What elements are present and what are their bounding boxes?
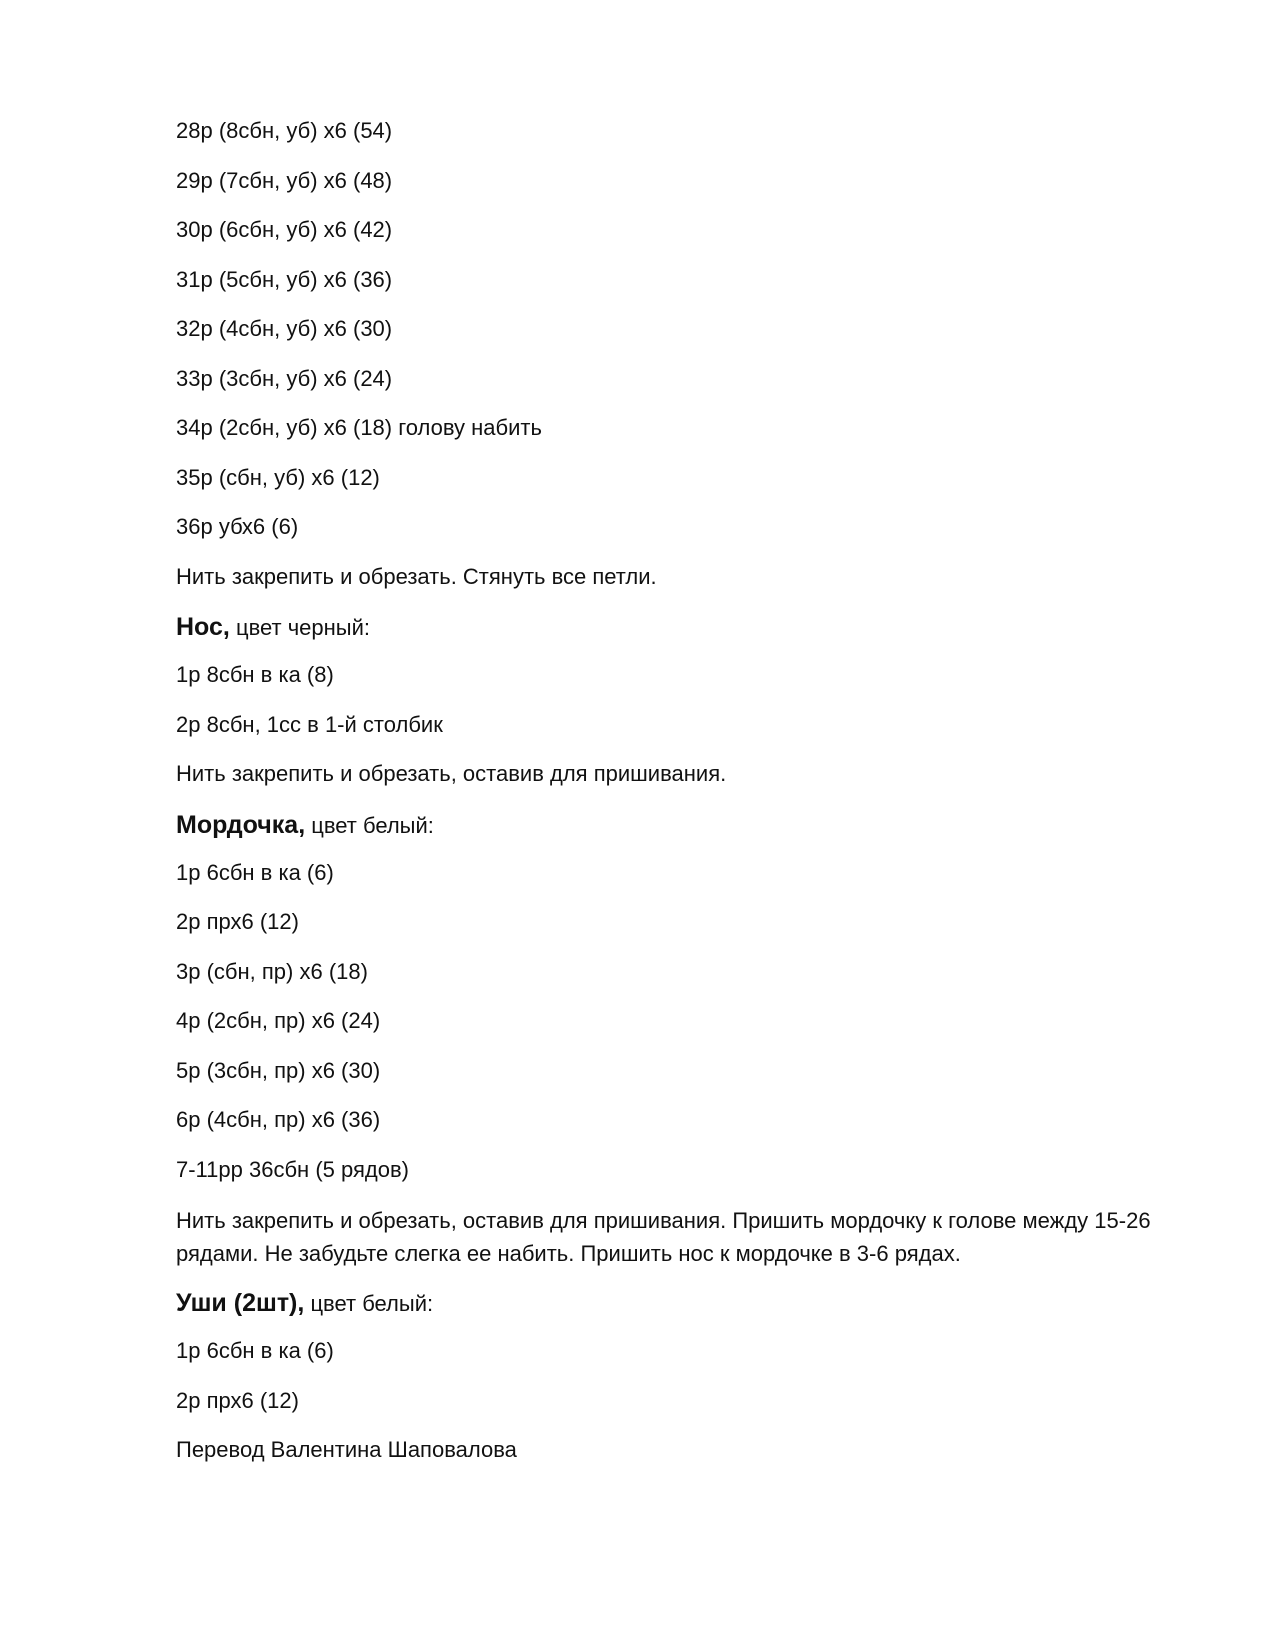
ears-heading [176, 1287, 1176, 1319]
head-row-32: 32р (4сбн, уб) х6 (30) [176, 316, 393, 341]
muzzle-row-4: 4р (2сбн, пр) х6 (24) [176, 1008, 381, 1033]
muzzle-row-6: 6р (4сбн, пр) х6 (36) [176, 1107, 381, 1132]
muzzle-row-1: 1р 6сбн в ка (6) [176, 859, 334, 885]
head-row-30: 30р (6сбн, уб) х6 (42) [176, 217, 393, 242]
head-row-29: 29р (7сбн, уб) х6 (48) [176, 167, 393, 193]
muzzle-row-7-11: 7-11рр 36сбн (5 рядов) [176, 1156, 409, 1182]
muzzle-row-2: 2р прх6 (12) [176, 909, 299, 934]
nose-color: цвет черный: [229, 615, 371, 640]
muzzle-heading [176, 809, 1176, 841]
ears-color: цвет белый: [304, 1291, 434, 1316]
ears-title: Уши (2шт), [176, 1289, 305, 1317]
nose-heading [176, 611, 1176, 643]
nose-title: Нос, [176, 613, 230, 641]
ears-row-1: 1р 6сбн в ка (6) [176, 1338, 334, 1363]
nose-finish-text: Нить закрепить и обрезать, оставив для пришивания. [176, 761, 727, 786]
muzzle-title: Мордочка, [176, 810, 306, 839]
head-finish-text: Нить закрепить и обрезать. Стянуть все петли. [176, 563, 657, 589]
nose-row-2: 2р 8сбн, 1сс в 1-й столбик [176, 711, 443, 737]
head-row-28: 28р (8сбн, уб) х6 (54) [176, 118, 393, 143]
nose-row-1: 1р 8сбн в ка (8) [176, 662, 334, 687]
muzzle-row-5: 5р (3сбн, пр) х6 (30) [176, 1057, 381, 1083]
muzzle-color: цвет белый: [305, 812, 434, 838]
head-row-34: 34р (2сбн, уб) х6 (18) голову набить [176, 415, 542, 440]
head-row-33: 33р (3сбн, уб) х6 (24) [176, 365, 393, 391]
head-row-36: 36р убх6 (6) [176, 514, 299, 539]
ears-row-2: 2р прх6 (12) [176, 1387, 299, 1413]
muzzle-row-3: 3р (сбн, пр) х6 (18) [176, 958, 368, 984]
head-row-35: 35р (сбн, уб) х6 (12) [176, 464, 380, 490]
translator-credit: Перевод Валентина Шаповалова [176, 1437, 517, 1462]
head-row-31: 31р (5сбн, уб) х6 (36) [176, 266, 393, 292]
muzzle-finish-text: Нить закрепить и обрезать, оставив для пришивания. Пришить мордочку к голове между 15-26 рядами. Не забудьте слегка ее набить. Пришить нос к мордочке в 3-6 рядах. [176, 1208, 1151, 1266]
document-content [176, 116, 1176, 1485]
